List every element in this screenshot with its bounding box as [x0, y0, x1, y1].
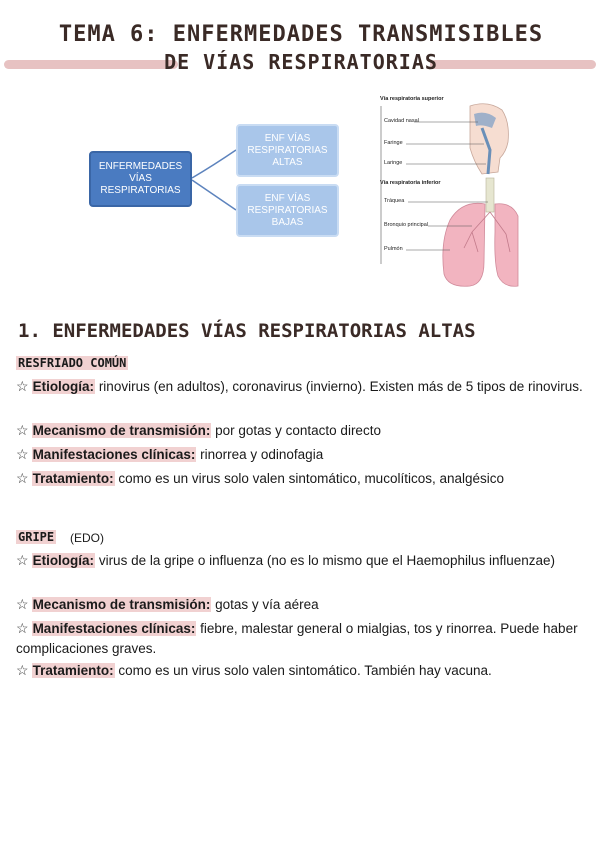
resfriado-manifestaciones	[16, 444, 588, 465]
gripe-manifestaciones	[16, 618, 588, 659]
disease-tag-edo: (EDO)	[70, 531, 104, 545]
item-label: Mecanismo de transmisión:	[32, 423, 211, 438]
anatomy-label-trachea: Tráquea	[384, 198, 405, 204]
mindmap-branch-bajas-label: ENF VÍAS RESPIRATORIAS BAJAS	[247, 192, 328, 228]
item-text: gotas y vía aérea	[211, 597, 319, 612]
section-heading: 1. ENFERMEDADES VÍAS RESPIRATORIAS ALTAS	[18, 320, 476, 342]
item-text: rinovirus (en adultos), coronavirus (invierno). Existen más de 5 tipos de rinovirus.	[95, 379, 583, 394]
item-text: virus de la gripe o influenza (no es lo mismo que el Haemophilus influenzae)	[95, 553, 556, 568]
item-label: Mecanismo de transmisión:	[32, 597, 211, 612]
anatomy-label-larynx: Laringe	[384, 160, 403, 166]
anatomy-label-bronchus: Bronquio principal	[384, 222, 429, 228]
star-icon: ☆	[16, 446, 29, 462]
gripe-tratamiento	[16, 660, 588, 681]
resfriado-transmision	[16, 420, 588, 441]
star-icon: ☆	[16, 422, 29, 438]
gripe-transmision	[16, 594, 588, 615]
anatomy-upper-title: Vía respiratoria superior	[380, 96, 444, 102]
anatomy-label-lung: Pulmón	[384, 246, 403, 252]
anatomy-label-nasal: Cavidad nasal	[384, 118, 419, 124]
anatomy-lower-title: Vía respiratoria inferior	[380, 180, 441, 186]
mindmap-root-label: ENFERMEDADES VÍAS RESPIRATORIAS	[98, 161, 183, 196]
item-text: fiebre, malestar general o mialgias, tos y rinorrea. Puede haber complicaciones graves.	[16, 621, 578, 656]
item-text: rinorrea y odinofagia	[196, 447, 324, 462]
anatomy-label-pharynx: Faringe	[384, 140, 403, 146]
star-icon: ☆	[16, 662, 29, 678]
item-text: como es un virus solo valen sintomático, mucolíticos, analgésico	[114, 471, 505, 486]
disease-title-gripe: GRIPE	[18, 530, 55, 544]
item-label: Tratamiento:	[32, 471, 114, 486]
star-icon: ☆	[16, 620, 29, 636]
item-label: Manifestaciones clínicas:	[32, 447, 196, 462]
gripe-etiologia	[16, 550, 588, 571]
item-text: como es un virus solo valen sintomático. También hay vacuna.	[114, 663, 492, 678]
page-title-line2: DE VÍAS RESPIRATORIAS	[164, 50, 438, 74]
disease-title-resfriado: RESFRIADO COMÚN	[18, 356, 127, 370]
item-label: Etiología:	[32, 553, 95, 568]
star-icon: ☆	[16, 552, 29, 568]
item-label: Manifestaciones clínicas:	[32, 621, 196, 636]
resfriado-etiologia	[16, 376, 588, 397]
star-icon: ☆	[16, 596, 29, 612]
page-title-line1: TEMA 6: ENFERMEDADES TRANSMISIBLES	[58, 22, 544, 47]
mindmap-root	[89, 151, 192, 207]
item-label: Tratamiento:	[32, 663, 114, 678]
resfriado-tratamiento	[16, 468, 588, 489]
item-label: Etiología:	[32, 379, 95, 394]
mindmap-branch-altas-label: ENF VÍAS RESPIRATORIAS ALTAS	[247, 132, 328, 168]
mindmap-branch-altas	[236, 124, 339, 177]
mindmap-branch-bajas	[236, 184, 339, 237]
star-icon: ☆	[16, 378, 29, 394]
respiratory-anatomy-figure	[378, 92, 520, 292]
star-icon: ☆	[16, 470, 29, 486]
item-text: por gotas y contacto directo	[211, 423, 381, 438]
